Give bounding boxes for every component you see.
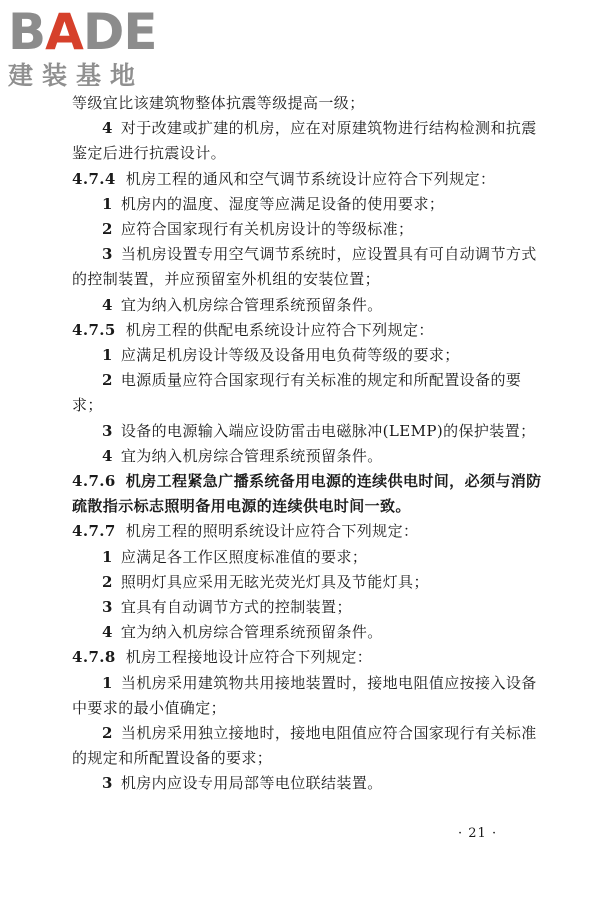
bade-watermark-logo [8,4,178,96]
continuation-line: 等级宜比该建筑物整体抗震等级提高一级； [72,94,365,112]
list-item: 2 应符合国家现行有关机房设计的等级标准； [102,220,414,239]
list-item: 3 机房内应设专用局部等电位联结装置。 [102,774,383,793]
list-item: 2 当机房采用独立接地时，接地电阻值应符合国家现行有关标准的规定和所配置设备的要求； [72,724,537,768]
list-item: 2 电源质量应符合国家现行有关标准的规定和所配置设备的要求； [72,371,522,415]
clause-4-7-6-mandatory: 4.7.6 机房工程紧急广播系统备用电源的连续供电时间，必须与消防疏散指示标志照明备用电源的连续供电时间一致。 [72,472,542,516]
clause-4-7-4: 4.7.4 机房工程的通风和空气调节系统设计应符合下列规定： [72,169,496,188]
list-item: 1 应满足各工作区照度标准值的要求； [102,547,368,566]
list-item: 4 宜为纳入机房综合管理系统预留条件。 [102,446,383,465]
list-item: 3 设备的电源输入端应设防雷击电磁脉冲(LEMP)的保护装置； [102,421,536,440]
list-item: 4 宜为纳入机房综合管理系统预留条件。 [102,295,383,314]
list-item: 3 宜具有自动调节方式的控制装置； [102,598,352,617]
list-item: 4 对于改建或扩建的机房，应在对原建筑物进行结构检测和抗震鉴定后进行抗震设计。 [72,119,537,163]
clause-4-7-7: 4.7.7 机房工程的照明系统设计应符合下列规定： [72,522,419,541]
page-number: · 21 · [458,826,498,841]
list-item: 4 宜为纳入机房综合管理系统预留条件。 [102,623,383,642]
list-item: 1 当机房采用建筑物共用接地装置时，接地电阻值应按接入设备中要求的最小值确定； [72,673,537,717]
list-item: 2 照明灯具应采用无眩光荧光灯具及节能灯具； [102,572,429,591]
document-body [72,91,542,797]
list-item: 1 应满足机房设计等级及设备用电负荷等级的要求； [102,346,460,365]
logo-chinese-text: 建装基地 [8,61,145,90]
list-item: 1 机房内的温度、湿度等应满足设备的使用要求； [102,194,445,213]
clause-4-7-8: 4.7.8 机房工程接地设计应符合下列规定： [72,648,373,667]
logo-latin-text: BADE [8,3,157,61]
clause-4-7-5: 4.7.5 机房工程的供配电系统设计应符合下列规定： [72,320,434,339]
list-item: 3 当机房设置专用空气调节系统时，应设置具有可自动调节方式的控制装置，并应预留室外机组的安装位置； [72,245,537,289]
